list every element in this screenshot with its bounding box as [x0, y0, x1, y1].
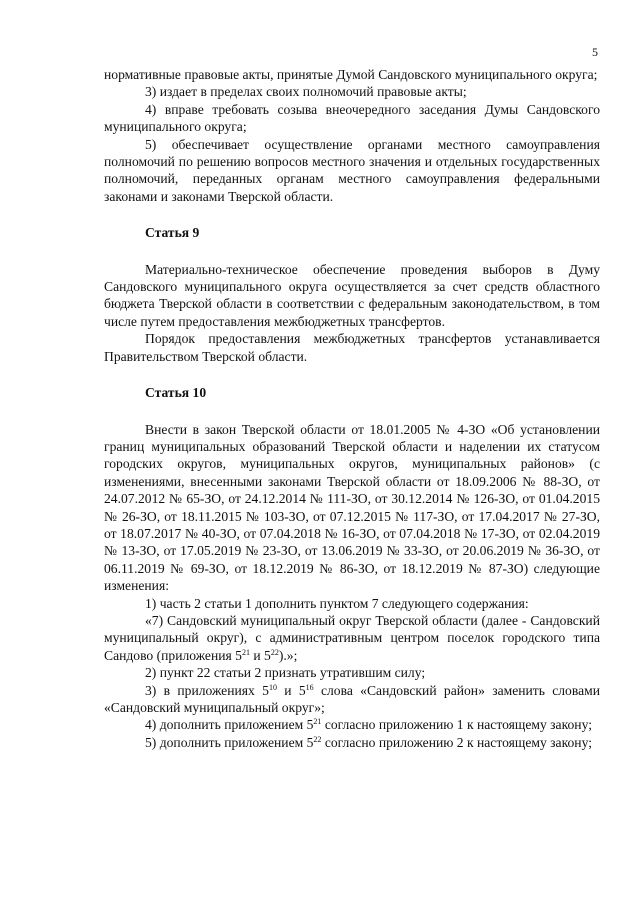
paragraph: нормативные правовые акты, принятые Думой Сандовского муниципального округа;: [104, 67, 598, 82]
list-item: 4) вправе требовать созыва внеочередного заседания Думы Сандовского муниципального округа;: [104, 101, 600, 135]
paragraph: Порядок предоставления межбюджетных трансфертов устанавливается Правительством Тверской области.: [104, 331, 600, 364]
article-heading: Статья 9: [145, 225, 200, 241]
list-item: 5) дополнить приложением $5^{22}$ согласно приложению 2 к настоящему закону;: [145, 734, 592, 750]
list-item: 1) часть 2 статьи 1 дополнить пунктом 7 следующего содержания:: [145, 595, 529, 611]
paragraph: Внести в закон Тверской области от 18.01.2005 № 4-ЗО «Об установлении границ муниципальных образований Тверской области и наделении их статусом городских округов, муниципальных округов, муниципальных районов» (с изменениями, внесенными законами Тверской области от 18.09.2006 № 88-ЗО, от 24.07.2012 № 65-ЗО, от 24.12.2014 № 111-ЗО, от 30.12.2014 № 126-ЗО, от 01.04.2015 № 26-ЗО, от 18.11.2015 № 103-ЗО, от 07.12.2015 № 117-ЗО, от 17.04.2017 № 27-ЗО, от 18.07.2017 № 40-ЗО, от 07.04.2018 № 16-ЗО, от 07.04.2018 № 17-ЗО, от 02.04.2019 № 13-ЗО, от 17.05.2019 № 23-ЗО, от 13.06.2019 № 33-ЗО, от 20.06.2019 № 36-ЗО, от 06.11.2019 № 69-ЗО, от 18.12.2019 № 86-ЗО, от 18.12.2019 № 87-ЗО) следующие изменения:: [104, 421, 600, 594]
list-item: 5) обеспечивает осуществление органами местного самоуправления полномочий по решению вопросов местного значения и отдельных государственных полномочий, переданных органам местного самоуправления федеральными законами и законами Тверской области.: [104, 136, 600, 204]
paragraph: Материально-техническое обеспечение проведения выборов в Думу Сандовского муниципального округа осуществляется за счет средств областного бюджета Тверской области в соответствии с федеральным законодательством, в том числе путем предоставления межбюджетных трансфертов.: [104, 261, 600, 329]
list-item: 3) издает в пределах своих полномочий правовые акты;: [145, 84, 467, 100]
list-item: 3) в приложениях $5^{10}$ и $5^{16}$ слова «Сандовский район» заменить словами «Сандовский муниципальный округ»;: [104, 682, 601, 715]
list-item-quote: «7) Сандовский муниципальный округ Тверской области (далее - Сандовский муниципальный округ), с административным центром поселок городского типа Сандово (приложения $5^{21}$ и $5^{22}$).»;: [104, 612, 600, 663]
page-number: 5: [592, 45, 598, 59]
list-item: 2) пункт 22 статьи 2 признать утратившим силу;: [145, 665, 426, 681]
list-item: 4) дополнить приложением $5^{21}$ согласно приложению 1 к настоящему закону;: [145, 717, 592, 733]
article-heading: Статья 10: [145, 385, 207, 401]
